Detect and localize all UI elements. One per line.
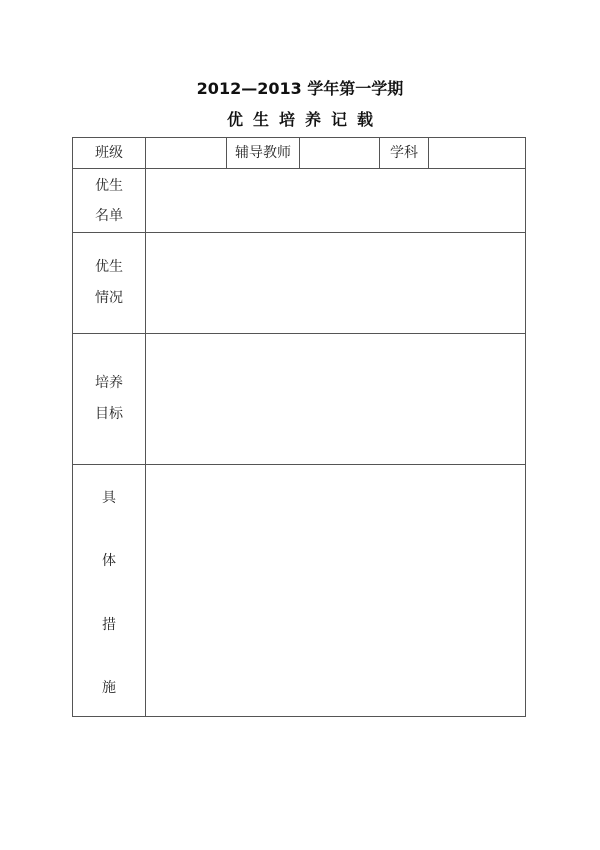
tutor-value-cell[interactable]	[299, 137, 380, 169]
measures-label-char-2: 体	[102, 553, 116, 569]
goals-label-cell	[72, 333, 146, 465]
class-value-cell[interactable]	[145, 137, 227, 169]
situation-label-line1: 优生	[95, 259, 123, 275]
situation-content-cell[interactable]	[145, 232, 526, 334]
tutor-label-cell	[226, 137, 300, 169]
roster-label-cell	[72, 168, 146, 233]
measures-content[interactable]	[152, 471, 518, 709]
form-title: 优生培养记载	[226, 110, 383, 129]
class-field[interactable]	[150, 143, 222, 163]
tutor-field[interactable]	[304, 143, 374, 163]
class-label: 班级	[95, 145, 123, 161]
class-label-cell	[72, 137, 146, 169]
record-table	[72, 137, 526, 717]
situation-label-cell	[72, 232, 146, 334]
situation-label-line2: 情况	[95, 290, 123, 306]
goals-label-line2: 目标	[95, 406, 123, 422]
subject-label-cell	[379, 137, 429, 169]
roster-label-line1: 优生	[95, 178, 123, 194]
subject-field[interactable]	[433, 143, 521, 163]
measures-label-char-3: 措	[102, 617, 116, 633]
roster-content[interactable]	[152, 175, 518, 225]
measures-content-cell[interactable]	[145, 464, 526, 717]
roster-label-line2: 名单	[95, 208, 123, 224]
tutor-label: 辅导教师	[235, 145, 291, 161]
goals-content[interactable]	[152, 340, 518, 458]
measures-label-char-1: 具	[102, 490, 116, 506]
measures-label-cell	[72, 464, 146, 717]
goals-content-cell[interactable]	[145, 333, 526, 465]
roster-content-cell[interactable]	[145, 168, 526, 233]
situation-content[interactable]	[152, 239, 518, 327]
term-heading: 2012—2013 学年第一学期	[196, 79, 404, 98]
goals-label-line1: 培养	[95, 375, 123, 391]
subject-value-cell[interactable]	[428, 137, 526, 169]
subject-label: 学科	[390, 145, 418, 161]
measures-label-char-4: 施	[102, 680, 116, 696]
